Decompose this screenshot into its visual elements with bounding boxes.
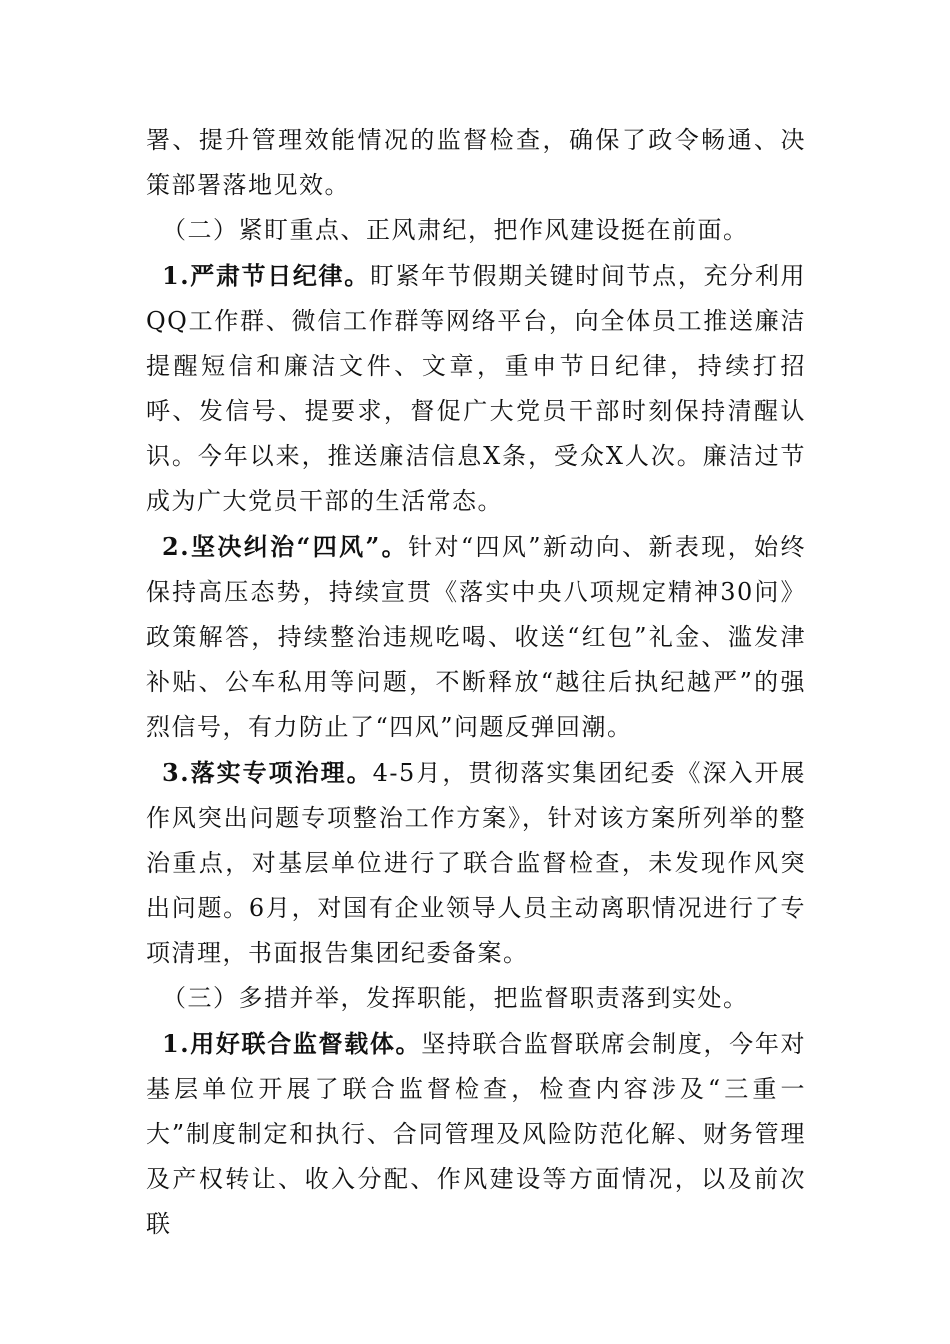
paragraph-joint-supervision bbox=[146, 1021, 806, 1247]
paragraph-text: 针对“四风”新动向、新表现，始终保持高压态势，持续宣贯《落实中央八项规定精神30问》政策解答，持续整治违规吃喝、收送“红包”礼金、滥发津补贴、公车私用等问题，不断释放“越往后执纪越严”的强烈信号，有力防止了“四风”问题反弹回潮。 bbox=[146, 533, 806, 741]
paragraph-lead: 2.坚决纠治“四风”。 bbox=[162, 532, 409, 561]
paragraph-text: 坚持联合监督联席会制度，今年对基层单位开展了联合监督检查，检查内容涉及“三重一大”制度制定和执行、合同管理及风险防范化解、财务管理及产权转让、收入分配、作风建设等方面情况，以及前次联 bbox=[146, 1030, 806, 1238]
section-heading-3 bbox=[146, 976, 806, 1021]
paragraph-four-winds bbox=[146, 524, 806, 750]
paragraph-lead: 1.用好联合监督载体。 bbox=[162, 1029, 422, 1058]
paragraph-lead: 3.落实专项治理。 bbox=[162, 758, 373, 787]
paragraph-lead: 1.严肃节日纪律。 bbox=[162, 261, 370, 290]
paragraph-continuation bbox=[146, 118, 806, 208]
paragraph-holiday-discipline bbox=[146, 253, 806, 524]
section-heading-text: （三）多措并举，发挥职能，把监督职责落到实处。 bbox=[162, 984, 749, 1012]
section-heading-text: （二）紧盯重点、正风肃纪，把作风建设挺在前面。 bbox=[162, 216, 749, 244]
paragraph-special-governance bbox=[146, 750, 806, 976]
paragraph-text: 署、提升管理效能情况的监督检查，确保了政令畅通、决策部署落地见效。 bbox=[146, 126, 806, 199]
paragraph-text: 盯紧年节假期关键时间节点，充分利用QQ工作群、微信工作群等网络平台，向全体员工推送廉洁提醒短信和廉洁文件、文章，重申节日纪律，持续打招呼、发信号、提要求，督促广大党员干部时刻保持清醒认识。今年以来，推送廉洁信息X条，受众X人次。廉洁过节成为广大党员干部的生活常态。 bbox=[146, 262, 806, 515]
section-heading-2 bbox=[146, 208, 806, 253]
document-body bbox=[146, 118, 806, 1247]
paragraph-text: 4-5月，贯彻落实集团纪委《深入开展作风突出问题专项整治工作方案》，针对该方案所列举的整治重点，对基层单位进行了联合监督检查，未发现作风突出问题。6月，对国有企业领导人员主动离职情况进行了专项清理，书面报告集团纪委备案。 bbox=[146, 759, 806, 967]
